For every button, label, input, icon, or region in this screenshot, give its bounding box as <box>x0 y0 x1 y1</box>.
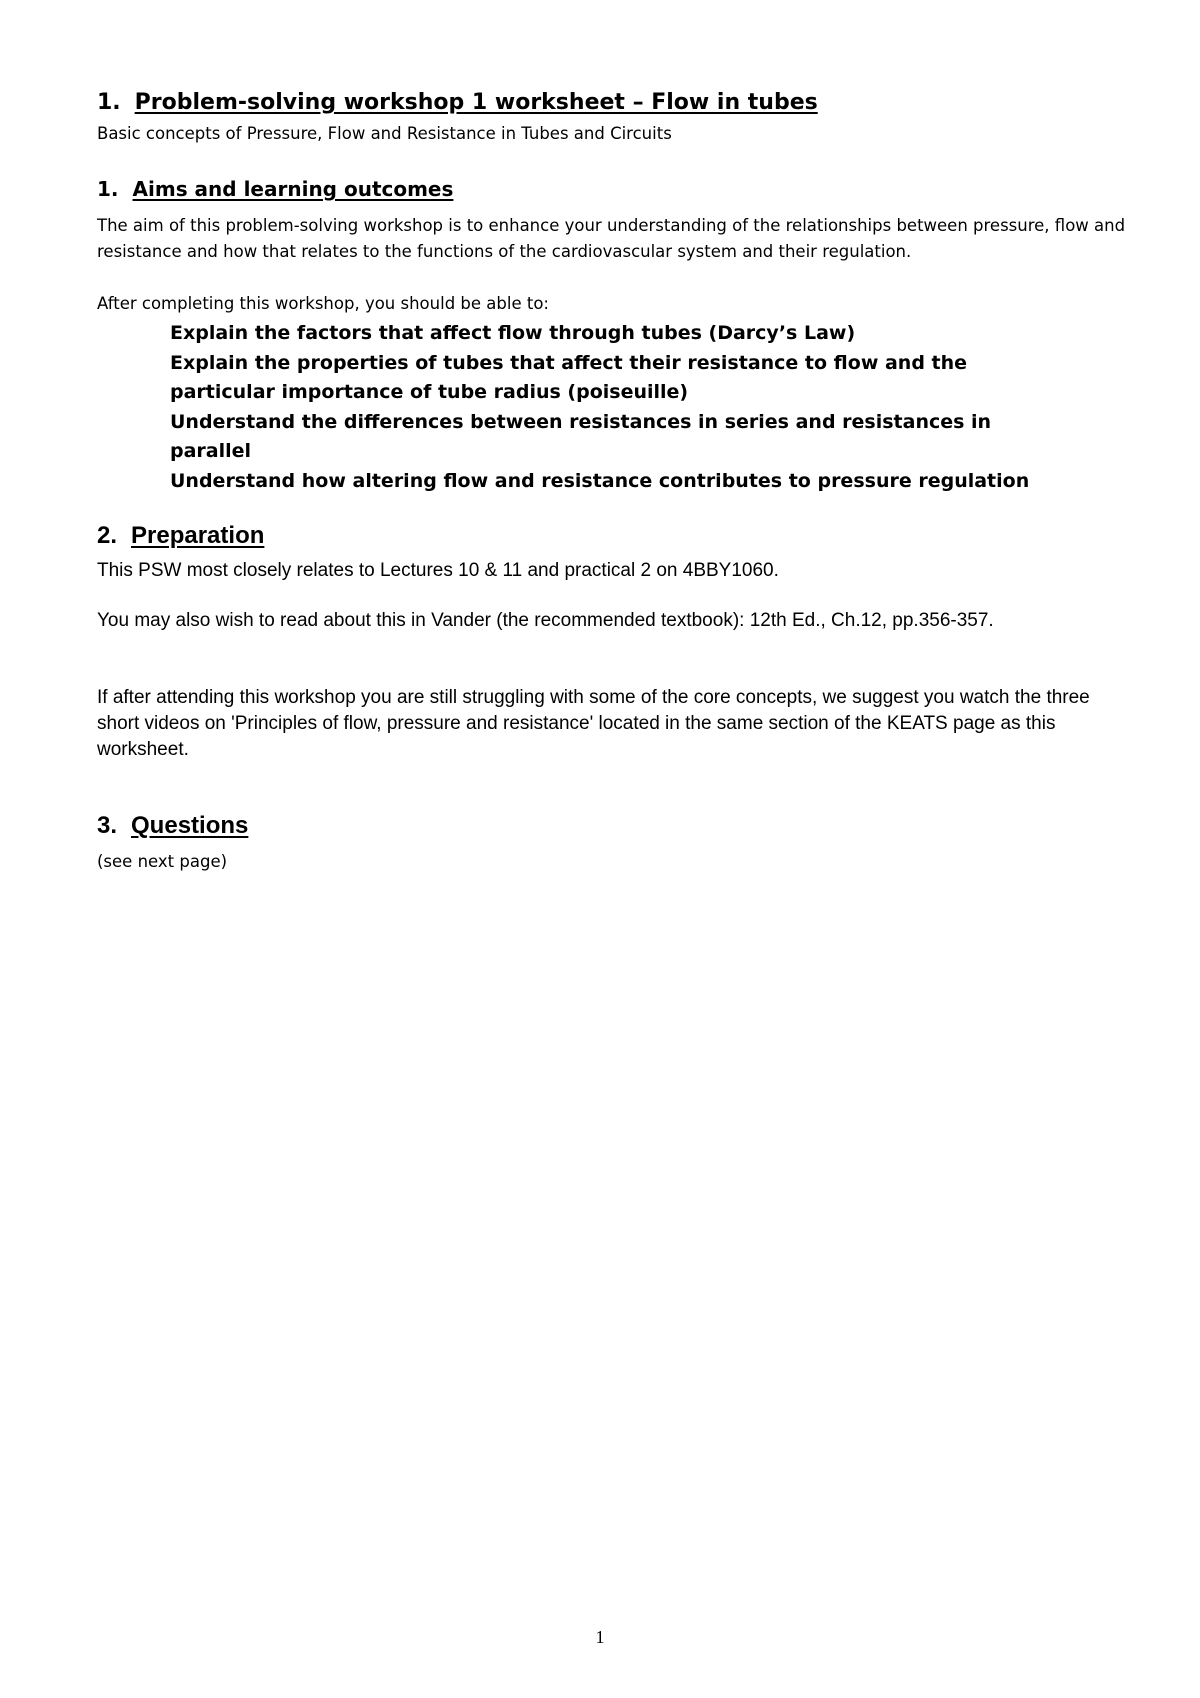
aims-heading-number: 1. <box>97 177 119 201</box>
preparation-heading-text: Preparation <box>131 522 265 549</box>
page-number: 1 <box>595 1627 605 1647</box>
learning-outcome-item: Understand the differences between resistances in series and resistances in parallel <box>170 410 992 462</box>
document-title <box>97 90 1127 115</box>
questions-heading <box>97 812 1127 840</box>
aims-heading-text: Aims and learning outcomes <box>132 177 454 201</box>
aims-paragraph: The aim of this problem-solving workshop is to enhance your understanding of the relationships between pressure, flow and resistance and how that relates to the functions of the cardiovascular system and their regulation. <box>97 216 1126 261</box>
questions-heading-text: Questions <box>131 812 249 839</box>
title-number: 1. <box>97 90 121 115</box>
title-text: Problem-solving workshop 1 worksheet – Flow in tubes <box>134 90 818 115</box>
learning-outcome-item: Explain the properties of tubes that affect their resistance to flow and the particular importance of tube radius (poiseuille) <box>170 351 968 403</box>
preparation-heading <box>97 522 1127 550</box>
learning-outcome-item: Understand how altering flow and resistance contributes to pressure regulation <box>170 469 1030 492</box>
outcomes-intro: After completing this workshop, you should be able to: <box>97 294 549 313</box>
questions-note: (see next page) <box>97 852 228 871</box>
learning-outcome-item: Explain the factors that affect flow through tubes (Darcy’s Law) <box>170 322 856 344</box>
questions-heading-number: 3. <box>97 812 118 839</box>
preparation-heading-number: 2. <box>97 522 118 549</box>
preparation-paragraph: If after attending this workshop you are still struggling with some of the core concepts, we suggest you watch the three short videos on 'Principles of flow, pressure and resistance' located in the same section of the KEATS page as this worksheet. <box>97 687 1090 760</box>
document-subtitle: Basic concepts of Pressure, Flow and Resistance in Tubes and Circuits <box>97 124 672 143</box>
preparation-paragraph: You may also wish to read about this in Vander (the recommended textbook): 12th Ed., Ch.12, pp.356-357. <box>97 610 994 631</box>
learning-outcomes-list <box>170 319 1070 496</box>
aims-heading <box>97 177 1127 201</box>
preparation-paragraph: This PSW most closely relates to Lectures 10 & 11 and practical 2 on 4BBY1060. <box>97 560 779 581</box>
